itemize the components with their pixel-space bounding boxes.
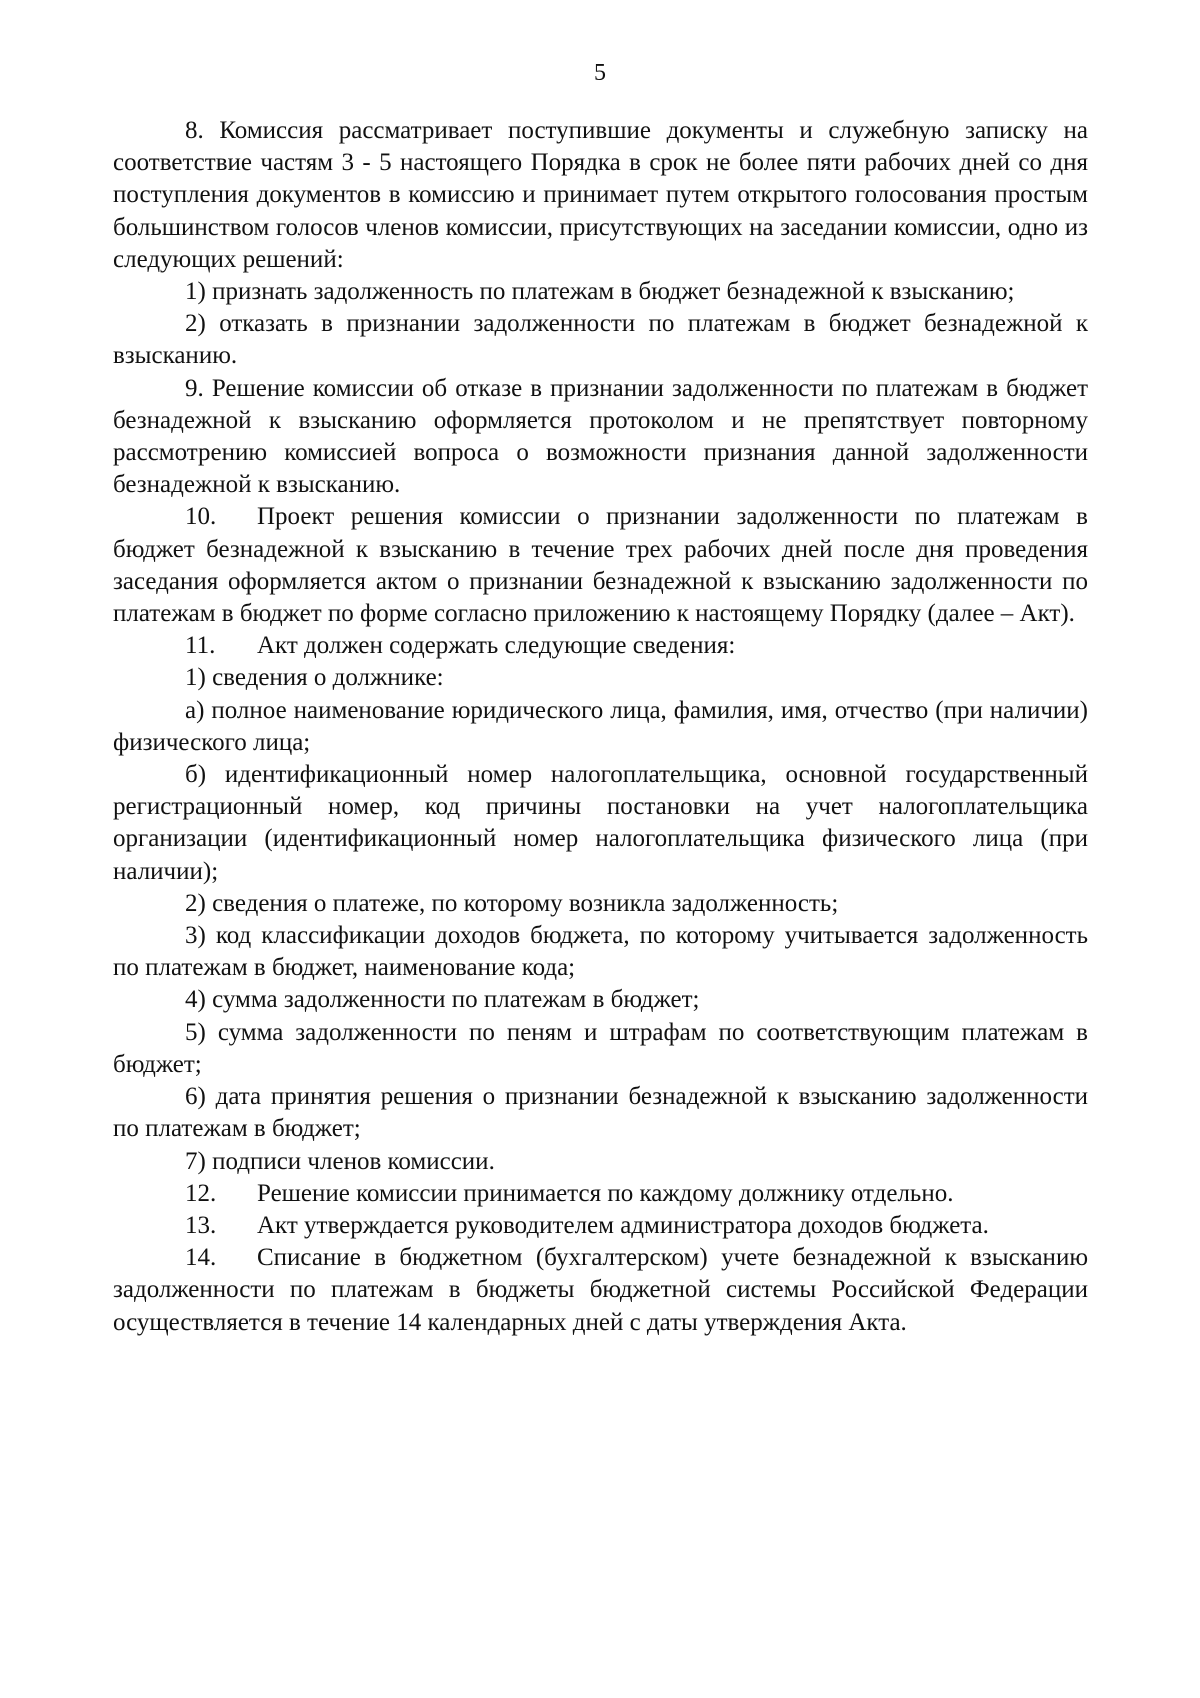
paragraph-8-option-1 (113, 276, 1088, 308)
paragraph-11-item-2 (113, 888, 1088, 920)
paragraph-text: 8. Комиссия рассматривает поступившие документы и служебную записку на соответствие частям 3 - 5 настоящего Порядка в срок не более пяти рабочих дней со дня поступления документов в комиссию и принимает путем открытого голосования простым большинством голосов членов комиссии, присутствующих на заседании комиссии, одно из следующих решений: (113, 117, 1088, 273)
paragraph-text: 1) признать задолженность по платежам в бюджет безнадежной к взысканию; (185, 278, 1015, 306)
paragraph-text: Акт должен содержать следующие сведения: (257, 632, 736, 660)
paragraph-text: 7) подписи членов комиссии. (185, 1147, 495, 1175)
paragraph-number: 12. (185, 1179, 217, 1207)
paragraph-number: 13. (185, 1211, 217, 1239)
paragraph-text: 2) сведения о платеже, по которому возникла задолженность; (185, 889, 839, 917)
paragraph-text: 5) сумма задолженности по пеням и штрафам по соответствующим платежам в бюджет; (113, 1018, 1088, 1078)
paragraph-text: 3) код классификации доходов бюджета, по которому учитывается задолженность по платежам в бюджет, наименование кода; (113, 922, 1088, 982)
paragraph-14 (113, 1242, 1088, 1339)
paragraph-8-option-2 (113, 308, 1088, 372)
paragraph-11-item-1b (113, 759, 1088, 888)
paragraph-11-item-5 (113, 1017, 1088, 1081)
paragraph-number: 10. (185, 503, 217, 531)
paragraph-text: 9. Решение комиссии об отказе в признании задолженности по платежам в бюджет безнадежной к взысканию оформляется протоколом и не препятствует повторному рассмотрению комиссией вопроса о возможности признания данной задолженности безнадежной к взысканию. (113, 374, 1088, 499)
paragraph-11-item-1 (113, 662, 1088, 694)
paragraph-text: 6) дата принятия решения о признании безнадежной к взысканию задолженности по платежам в бюджет; (113, 1083, 1088, 1143)
paragraph-text: б) идентификационный номер налогоплательщика, основной государственный регистрационный номер, код причины постановки на учет налогоплательщика организации (идентификационный номер налогоплательщика физического лица (при наличии); (113, 761, 1088, 885)
paragraph-text: 4) сумма задолженности по платежам в бюджет; (185, 986, 700, 1014)
paragraph-11-item-4 (113, 984, 1088, 1016)
paragraph-text: 2) отказать в признании задолженности по платежам в бюджет безнадежной к взысканию. (113, 310, 1088, 370)
paragraph-11-item-7 (113, 1146, 1088, 1178)
paragraph-11-item-1a (113, 695, 1088, 759)
paragraph-text: Решение комиссии принимается по каждому должнику отдельно. (257, 1179, 954, 1207)
paragraph-text: а) полное наименование юридического лица, фамилия, имя, отчество (при наличии) физического лица; (113, 696, 1088, 756)
paragraph-10 (113, 501, 1088, 630)
paragraph-text: Проект решения комиссии о признании задолженности по платежам в бюджет безнадежной к взысканию в течение трех рабочих дней после дня проведения заседания оформляется актом о признании безнадежной к взысканию задолженности по платежам в бюджет по форме согласно приложению к настоящему Порядку (далее – Акт). (113, 503, 1088, 628)
paragraph-text: Списание в бюджетном (бухгалтерском) учете безнадежной к взысканию задолженности по платежам в бюджеты бюджетной системы Российской Федерации осуществляется в течение 14 календарных дней с даты утверждения Акта. (113, 1244, 1088, 1336)
document-body (113, 115, 1088, 1339)
paragraph-13 (113, 1210, 1088, 1242)
paragraph-11-item-6 (113, 1081, 1088, 1145)
paragraph-8 (113, 115, 1088, 276)
paragraph-11 (113, 630, 1088, 662)
paragraph-text: Акт утверждается руководителем администратора доходов бюджета. (257, 1211, 989, 1239)
page-number: 5 (594, 60, 606, 86)
paragraph-9 (113, 373, 1088, 502)
paragraph-number: 14. (185, 1244, 217, 1272)
paragraph-11-item-3 (113, 920, 1088, 984)
paragraph-number: 11. (185, 632, 216, 660)
paragraph-text: 1) сведения о должнике: (185, 664, 444, 692)
paragraph-12 (113, 1178, 1088, 1210)
